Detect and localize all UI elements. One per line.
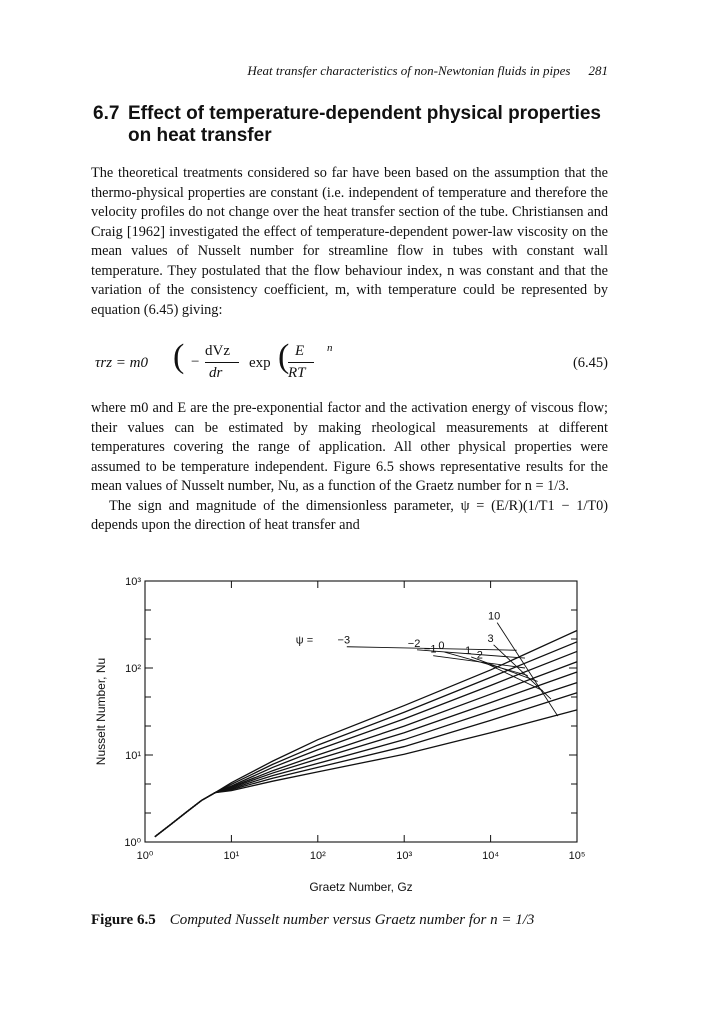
- equation-minus: −: [191, 354, 200, 370]
- curve-label-psi-3: 3: [487, 632, 494, 645]
- equation-exp-paren: (: [278, 338, 290, 375]
- series-line-psi-10: [155, 710, 577, 837]
- series-line-psi-−3: [155, 630, 577, 836]
- paragraph-1: The theoretical treatments considered so far have been based on the assumption that the thermo-physical properties are constant (i.e. independent of temperature and therefore the velocity profiles do not change over the heat transfer section of the tube. Christiansen and Craig [1962] investigated the effect of temperature-dependent power-law viscosity on the mean values of Nusselt number for streamline flow in tubes with constant wall temperature. They postulated that the flow behaviour index, n was constant and that the variation of the consistency coefficient, m, with temperature could be represented by equation (6.45) giving:: [91, 165, 608, 318]
- equation-frac1-num: dVz: [205, 343, 230, 359]
- series-line-psi-0: [155, 662, 577, 837]
- leader-lines: [347, 623, 558, 716]
- equation-frac1-den: dr: [209, 365, 223, 381]
- curve-label-psi-1: 1: [465, 644, 472, 657]
- y-axis-label: Nusselt Number, Nu: [94, 657, 108, 766]
- equation-power: n: [327, 342, 333, 354]
- caption-text: Computed Nusselt number versus Graetz number for n = 1/3: [169, 912, 535, 928]
- tick-labels: [124, 576, 585, 862]
- caption-label: Figure 6.5: [91, 912, 156, 928]
- x-tick-label: 10⁴: [482, 850, 500, 862]
- y-tick-label: 10⁰: [124, 837, 141, 849]
- x-tick-label: 10⁰: [136, 850, 154, 862]
- axis-ticks: [145, 581, 577, 842]
- series-line-psi-1: [155, 672, 577, 837]
- equation-lhs: τrz = m0: [95, 355, 148, 371]
- series-lines: [155, 630, 577, 836]
- running-head-title: Heat transfer characteristics of non-Newtonian fluids in pipes: [247, 63, 571, 78]
- curve-label-psi-10: 10: [488, 610, 501, 623]
- equation-frac2-num: E: [295, 343, 305, 359]
- y-tick-label: 10¹: [125, 750, 141, 762]
- x-tick-label: 10³: [396, 850, 413, 862]
- curve-label-psi-−1: −1: [423, 643, 437, 656]
- y-tick-label: 10²: [125, 663, 141, 675]
- curve-label-psi-0: 0: [438, 640, 445, 653]
- equation-frac2-den: RT: [288, 365, 306, 381]
- plot-frame-group: [145, 581, 577, 842]
- curve-label-psi-2: 2: [476, 649, 483, 662]
- curve-labels: [338, 611, 501, 662]
- equation-open-paren: (: [173, 338, 185, 375]
- curve-label-psi-−2: −2: [407, 637, 421, 650]
- x-tick-label: 10⁵: [568, 850, 586, 862]
- series-line-psi-3: [155, 693, 577, 837]
- y-tick-label: 10³: [125, 576, 141, 588]
- figure-caption: [91, 912, 534, 929]
- plot-frame: [145, 581, 577, 842]
- paragraph-3-text: The sign and magnitude of the dimensionless parameter, ψ = (E/R)(1/T1 − 1/T0) depends upon the direction of heat transfer and: [91, 497, 608, 533]
- curve-label-psi-−3: −3: [337, 634, 351, 647]
- equation-exp: exp: [249, 355, 271, 371]
- section-title: Effect of temperature-dependent physical properties on heat transfer: [128, 103, 601, 146]
- x-axis-label: Graetz Number, Gz: [309, 880, 413, 894]
- psi-prefix: ψ =: [295, 634, 314, 647]
- paragraph-2-text: where m0 and E are the pre-exponential factor and the activation energy of viscous flow; their values can be estimated by making rheological measurements at different temperatures covering the range of application. All other physical properties were assumed to be temperature independent. Figure 6.5 shows representative results for the mean values of Nusselt number, Nu, as a function of the Graetz number for n = 1/3.: [91, 400, 608, 494]
- equation-label: (6.45): [572, 355, 608, 371]
- page-number: 281: [588, 63, 608, 78]
- x-tick-label: 10²: [309, 850, 326, 862]
- section-number: 6.7: [93, 103, 120, 124]
- series-line-psi-2: [155, 683, 577, 837]
- x-tick-label: 10¹: [223, 850, 240, 862]
